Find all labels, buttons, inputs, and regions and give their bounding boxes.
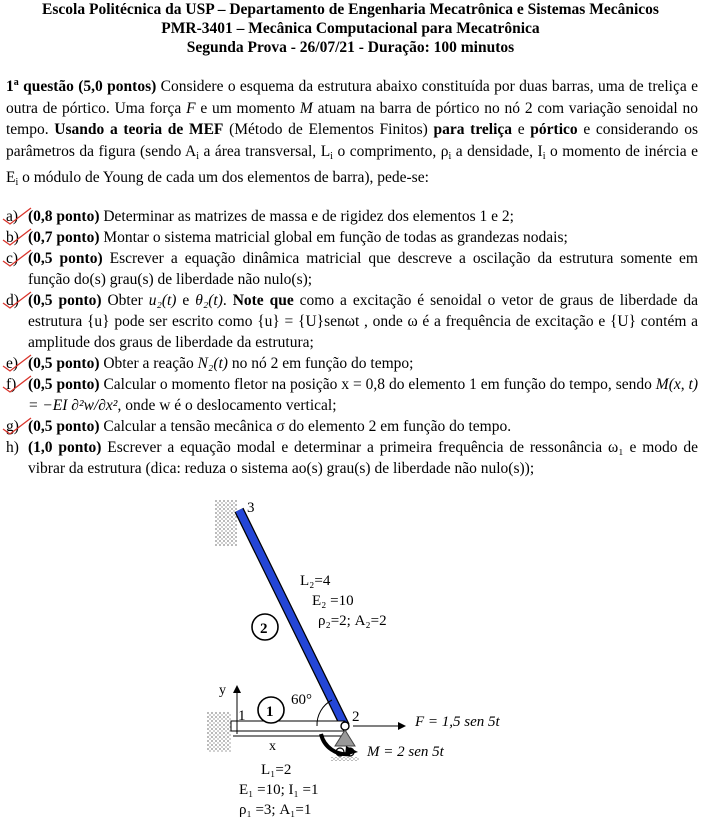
element-1-bar <box>231 721 345 731</box>
angle-label: 60° <box>291 692 312 708</box>
force-label: F = 1,5 sen 5t <box>415 714 500 730</box>
element-1-length: L₁=2 <box>261 762 292 778</box>
exam-header <box>0 0 701 57</box>
element-2-density-area: ρ₂=2; A₂=2 <box>318 613 387 629</box>
axis-x-label: x <box>269 739 276 754</box>
node-1-label: 1 <box>238 708 246 724</box>
element-1-young-inertia: E₁ =10; I₁ =1 <box>239 782 319 798</box>
item-b: b) (0,7 ponto) Montar o sistema matricial global em função de todas as grandezas nodais; <box>6 227 698 248</box>
item-g: g) (0,5 ponto) Calcular a tensão mecânica σ do elemento 2 em função do tempo. <box>6 416 698 437</box>
element-2-length: L₂=4 <box>300 573 331 589</box>
question-items <box>6 206 698 479</box>
element-1-density-area: ρ₁ =3; A₁=1 <box>239 802 312 817</box>
question-statement: 1$^a$ questão (5,0 pontos) Considere o esquema da estrutura abaixo constituída por duas barras, uma de treliça e outra de pórtico. Uma força F e um momento M atuam na barra de pórtico no nó 2 com variação senoidal no tempo. Usando a teoria de MEF (Método de Elementos Finitos) para treliça e pórtico e considerando os parâmetros da figura (sendo $A_i$ a área transversal, $L_i$ o comprimento, $\rho_i$ a densidade, $I_i$ o momento de inércia e $E_i$ o módulo de Young de cada um dos elementos de barra), pede-se: <box>6 77 698 189</box>
item-h: h) (1,0 ponto) Escrever a equação modal e determinar a primeira frequência de ressonância ω₁ e modo de vibrar da estrutura (dica: reduza o sistema ao(s) grau(s) de liberdade não nulo(s)); <box>6 439 698 477</box>
element-1-label: 1 <box>266 704 274 720</box>
wall-support-left <box>207 712 231 752</box>
structure-diagram <box>195 488 525 817</box>
roller-support <box>335 730 355 746</box>
element-2-young-modulus: E₂ =10 <box>312 593 354 609</box>
node-2-label: 2 <box>352 709 360 725</box>
element-2-label: 2 <box>260 621 268 637</box>
item-c: c) (0,5 ponto) Escrever a equação dinâmica matricial que descreve a oscilação da estrutura somente em função do(s) grau(s) de liberdade não nulo(s); <box>6 248 698 290</box>
item-f: f) (0,5 ponto) Calcular o momento fletor na posição x = 0,8 do elemento 1 em função do tempo, sendo M(x, t) = −EI ∂²w/∂x², onde w é o deslocamento vertical; <box>6 374 698 416</box>
node-2-pin <box>341 722 349 730</box>
bending-moment-formula: M(x, t) = −EI ∂²w/∂x² <box>28 376 698 414</box>
header-course: PMR-3401 – Mecânica Computacional para Mecatrônica <box>161 20 540 37</box>
header-exam-info: Segunda Prova - 26/07/21 - Duração: 100 minutos <box>186 39 515 56</box>
item-e: e) (0,5 ponto) Obter a reação N₂(t) no nó 2 em função do tempo; <box>6 353 698 374</box>
item-a: a) (0,8 ponto) Determinar as matrizes de massa e de rigidez dos elementos 1 e 2; <box>6 206 698 227</box>
question-title: 1$^a$ questão (5,0 pontos) <box>6 77 157 96</box>
header-institution: Escola Politécnica da USP – Departamento de Engenharia Mecatrônica e Sistemas Mecânicos <box>42 1 659 18</box>
roller-ground <box>331 757 359 761</box>
moment-label: M = 2 sen 5t <box>367 744 444 760</box>
wall-support-top <box>215 500 237 546</box>
axis-y-label: y <box>219 683 226 698</box>
item-d: d) (0,5 ponto) Obter u₂(t) e θ₂(t). Note que como a excitação é senoidal o vetor de graus de liberdade da estrutura {u} pode ser escrito como {u} = {U}senωt , onde ω é a frequência de excitação e {U} contém a amplitude dos graus de liberdade da estrutura; <box>6 290 698 353</box>
node-3-label: 3 <box>247 500 255 516</box>
